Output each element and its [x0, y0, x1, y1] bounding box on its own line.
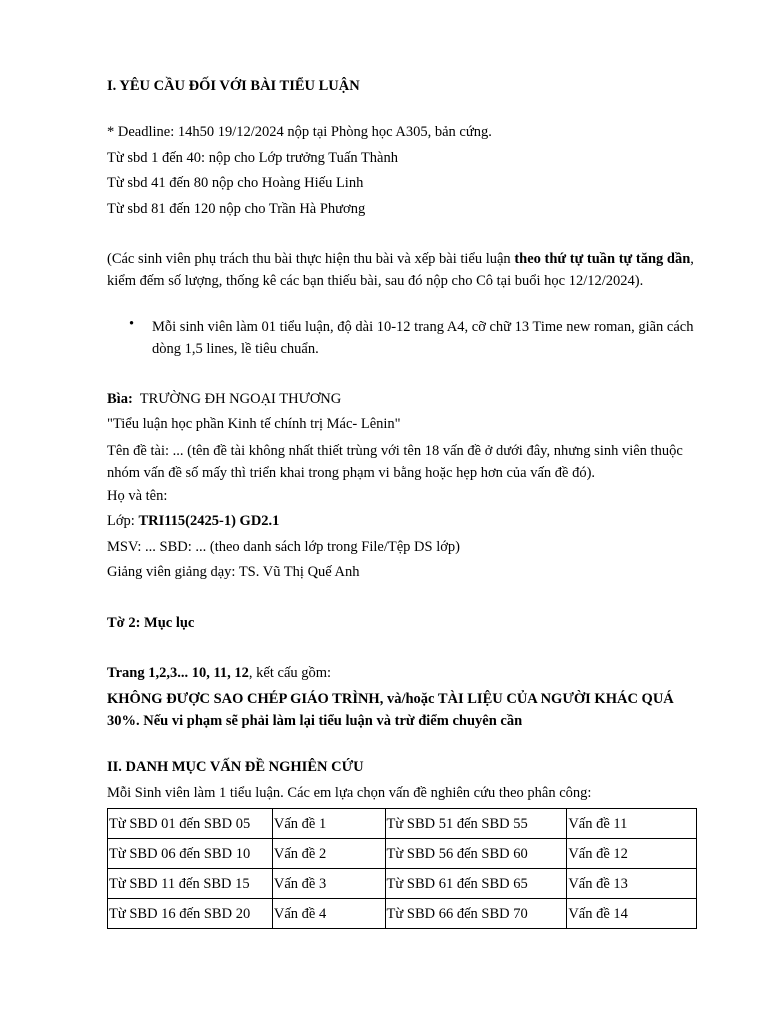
submit-line-1: Từ sbd 1 đến 40: nộp cho Lớp trưởng Tuấn Thành	[107, 150, 398, 166]
table-row	[108, 809, 697, 839]
pages-line	[107, 663, 331, 683]
copy-warning: KHÔNG ĐƯỢC SAO CHÉP GIÁO TRÌNH, và/hoặc TÀI LIỆU CỦA NGƯỜI KHÁC QUÁ 30%. Nếu vi phạm sẽ phải làm lại tiểu luận và trừ điểm chuyên cần	[107, 691, 674, 729]
section1-heading: I. YÊU CẦU ĐỐI VỚI BÀI TIỂU LUẬN	[107, 78, 360, 94]
table-cell: Vấn đề 4	[272, 899, 385, 929]
table-cell: Từ SBD 61 đến SBD 65	[385, 869, 567, 899]
table-cell: Vấn đề 3	[272, 869, 385, 899]
pages-bold: Trang 1,2,3... 10, 11, 12	[107, 665, 249, 681]
cover-value: TRƯỜNG ĐH NGOẠI THƯƠNG	[139, 391, 342, 407]
table-cell: Vấn đề 11	[567, 809, 697, 839]
topic-assignment-table	[107, 808, 697, 929]
note-text-end: , kiểm đếm số lượng, thống kê các bạn thiếu bài, sau đó nộp cho Cô tại buổi học 12/12/2024).	[107, 251, 694, 289]
name-line: Họ và tên:	[107, 488, 168, 504]
section2-intro: Mỗi Sinh viên làm 1 tiểu luận. Các em lựa chọn vấn đề nghiên cứu theo phân công:	[107, 785, 592, 801]
table-row	[108, 839, 697, 869]
table-cell: Từ SBD 16 đến SBD 20	[108, 899, 273, 929]
class-line	[107, 511, 279, 531]
table-cell: Từ SBD 01 đến SBD 05	[108, 809, 273, 839]
collection-note	[107, 248, 697, 292]
pages-rest: , kết cấu gồm:	[248, 665, 332, 681]
table-cell: Từ SBD 11 đến SBD 15	[108, 869, 273, 899]
bullet-text: Mỗi sinh viên làm 01 tiểu luận, độ dài 10-12 trang A4, cỡ chữ 13 Time new roman, giãn cách dòng 1,5 lines, lề tiêu chuẩn.	[152, 319, 694, 357]
class-label: Lớp:	[107, 513, 139, 529]
table-cell: Từ SBD 56 đến SBD 60	[385, 839, 567, 869]
class-value: TRI115(2425-1) GD2.1	[138, 513, 280, 529]
note-text: (Các sinh viên phụ trách thu bài thực hiện thu bài và xếp bài tiểu luận	[107, 251, 515, 267]
section2-heading: II. DANH MỤC VẤN ĐỀ NGHIÊN CỨU	[107, 759, 364, 775]
table-cell: Từ SBD 66 đến SBD 70	[385, 899, 567, 929]
note-emphasis: theo thứ tự tuần tự tăng dần	[514, 251, 691, 267]
bullet-icon: •	[129, 316, 135, 332]
table-cell: Vấn đề 12	[567, 839, 697, 869]
table-cell: Vấn đề 14	[567, 899, 697, 929]
table-cell: Từ SBD 06 đến SBD 10	[108, 839, 273, 869]
table-cell: Từ SBD 51 đến SBD 55	[385, 809, 567, 839]
submit-line-2: Từ sbd 41 đến 80 nộp cho Hoàng Hiếu Linh	[107, 175, 364, 191]
table-row	[108, 869, 697, 899]
cover-line	[107, 389, 341, 409]
table-cell: Vấn đề 13	[567, 869, 697, 899]
sheet2-heading: Tờ 2: Mục lục	[107, 615, 195, 631]
cover-label: Bìa:	[107, 391, 133, 407]
deadline-line: * Deadline: 14h50 19/12/2024 nộp tại Phòng học A305, bản cứng.	[107, 124, 492, 140]
topic-paragraph: Tên đề tài: ... (tên đề tài không nhất thiết trùng với tên 18 vấn đề ở dưới đây, nhưng sinh viên thuộc nhóm vấn đề số mấy thì triển khai trong phạm vi bằng hoặc hẹp hơn của vấn đề đó).	[107, 443, 683, 481]
submit-line-3: Từ sbd 81 đến 120 nộp cho Trần Hà Phương	[107, 201, 366, 217]
lecturer-line: Giảng viên giảng dạy: TS. Vũ Thị Quế Anh	[107, 564, 360, 580]
table-cell: Vấn đề 2	[272, 839, 385, 869]
bullet-item	[107, 316, 697, 362]
table-row	[108, 899, 697, 929]
cover-subject: "Tiểu luận học phần Kinh tế chính trị Mác- Lênin"	[107, 416, 401, 432]
msv-line: MSV: ... SBD: ... (theo danh sách lớp trong File/Tệp DS lớp)	[107, 539, 460, 555]
table-cell: Vấn đề 1	[272, 809, 385, 839]
